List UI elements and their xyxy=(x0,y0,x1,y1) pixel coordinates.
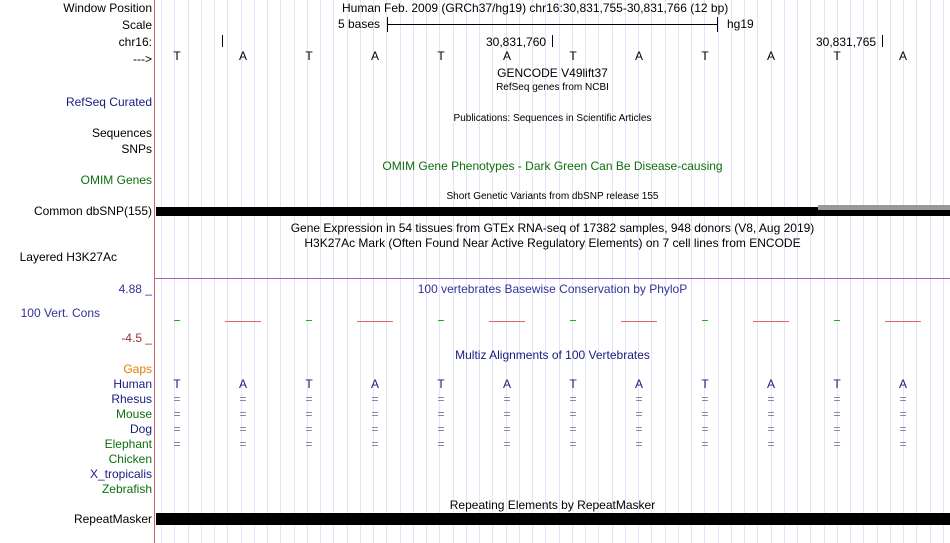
rhesus-match: = xyxy=(173,392,181,406)
reference-base: A xyxy=(370,49,379,63)
dog-match: = xyxy=(437,422,445,436)
rhesus-match: = xyxy=(437,392,445,406)
human-base: T xyxy=(833,377,841,391)
repeatmasker-track-title[interactable]: Repeating Elements by RepeatMasker xyxy=(449,498,656,512)
reference-base: T xyxy=(173,49,181,63)
h3k27ac-signal-line xyxy=(155,278,950,279)
rhesus-match: = xyxy=(239,392,247,406)
rhesus-match: = xyxy=(767,392,775,406)
cons-positive-mark xyxy=(438,320,444,321)
coord-label-1: 30,831,760 xyxy=(486,35,547,49)
coord-tick-start xyxy=(222,35,223,47)
refseq-track-title[interactable]: RefSeq genes from NCBI xyxy=(496,82,609,93)
label-strand[interactable]: ---> xyxy=(133,52,152,66)
dbsnp-track-title[interactable]: Short Genetic Variants from dbSNP release 155 xyxy=(446,191,659,202)
human-base: T xyxy=(701,377,709,391)
gtex-track-title[interactable]: Gene Expression in 54 tissues from GTEx RNA-seq of 17382 samples, 948 donors (V8, Aug 2019) xyxy=(290,221,815,235)
dog-match: = xyxy=(767,422,775,436)
dbsnp-bar[interactable] xyxy=(156,207,820,216)
dog-match: = xyxy=(371,422,379,436)
rhesus-match: = xyxy=(701,392,709,406)
human-base: A xyxy=(766,377,775,391)
elephant-match: = xyxy=(767,437,775,451)
rhesus-match: = xyxy=(899,392,907,406)
scale-bar-left-end xyxy=(387,17,388,32)
assembly-label: hg19 xyxy=(727,17,754,31)
human-base: A xyxy=(634,377,643,391)
elephant-match: = xyxy=(371,437,379,451)
phylop-track-title[interactable]: 100 vertebrates Basewise Conservation by PhyloP xyxy=(417,282,688,296)
cons-positive-mark xyxy=(570,320,576,321)
label-window-position[interactable]: Window Position xyxy=(63,1,152,15)
rhesus-match: = xyxy=(503,392,511,406)
label-mouse[interactable]: Mouse xyxy=(115,407,152,421)
label-vert-cons[interactable]: 100 Vert. Cons xyxy=(20,306,100,320)
reference-base: T xyxy=(437,49,445,63)
rhesus-match: = xyxy=(305,392,313,406)
elephant-match: = xyxy=(239,437,247,451)
label-common-dbsnp[interactable]: Common dbSNP(155) xyxy=(33,204,152,218)
label-x-tropicalis[interactable]: X_tropicalis xyxy=(89,467,152,481)
reference-base: T xyxy=(305,49,313,63)
mouse-match: = xyxy=(173,407,181,421)
track-labels-column xyxy=(0,0,155,543)
elephant-match: = xyxy=(701,437,709,451)
track-display-area[interactable] xyxy=(155,0,950,543)
human-base: T xyxy=(569,377,577,391)
reference-base: A xyxy=(502,49,511,63)
human-base: A xyxy=(238,377,247,391)
coord-tick-2 xyxy=(882,35,883,47)
cons-negative-mark xyxy=(225,321,261,322)
label-layered-h3k27ac[interactable]: Layered H3K27Ac xyxy=(19,250,117,264)
reference-base: T xyxy=(569,49,577,63)
dog-match: = xyxy=(569,422,577,436)
elephant-match: = xyxy=(503,437,511,451)
label-gaps[interactable]: Gaps xyxy=(123,362,152,376)
label-omim-genes[interactable]: OMIM Genes xyxy=(80,173,152,187)
label-dog[interactable]: Dog xyxy=(129,422,152,436)
label-chrom[interactable]: chr16: xyxy=(118,35,152,49)
elephant-match: = xyxy=(173,437,181,451)
mouse-match: = xyxy=(899,407,907,421)
scale-bar-right-end xyxy=(717,17,718,32)
elephant-match: = xyxy=(833,437,841,451)
dog-match: = xyxy=(833,422,841,436)
reference-base: A xyxy=(766,49,775,63)
elephant-match: = xyxy=(305,437,313,451)
label-snps[interactable]: SNPs xyxy=(121,142,152,156)
dog-match: = xyxy=(503,422,511,436)
label-rhesus[interactable]: Rhesus xyxy=(111,392,152,406)
cons-negative-mark xyxy=(489,321,525,322)
reference-base: T xyxy=(833,49,841,63)
position-readout: Human Feb. 2009 (GRCh37/hg19) chr16:30,831,755-30,831,766 (12 bp) xyxy=(342,1,729,15)
cons-positive-mark xyxy=(834,320,840,321)
elephant-match: = xyxy=(899,437,907,451)
reference-base: A xyxy=(238,49,247,63)
elephant-match: = xyxy=(569,437,577,451)
cons-negative-mark xyxy=(753,321,789,322)
dog-match: = xyxy=(635,422,643,436)
dog-match: = xyxy=(899,422,907,436)
label-repeatmasker[interactable]: RepeatMasker xyxy=(73,512,152,526)
human-base: T xyxy=(437,377,445,391)
mouse-match: = xyxy=(437,407,445,421)
dog-match: = xyxy=(173,422,181,436)
mouse-match: = xyxy=(569,407,577,421)
coord-label-2: 30,831,765 xyxy=(816,35,877,49)
cons-positive-mark xyxy=(174,320,180,321)
repeatmasker-bar[interactable] xyxy=(156,513,950,525)
mouse-match: = xyxy=(239,407,247,421)
publications-track-title[interactable]: Publications: Sequences in Scientific Articles xyxy=(453,113,652,124)
label-elephant[interactable]: Elephant xyxy=(104,437,152,451)
label-chicken[interactable]: Chicken xyxy=(108,452,152,466)
elephant-match: = xyxy=(437,437,445,451)
coord-tick-1 xyxy=(552,35,553,47)
human-base: A xyxy=(370,377,379,391)
mouse-match: = xyxy=(767,407,775,421)
label-scale[interactable]: Scale xyxy=(121,18,152,32)
reference-base: A xyxy=(634,49,643,63)
mouse-match: = xyxy=(305,407,313,421)
label-sequences[interactable]: Sequences xyxy=(91,126,152,140)
elephant-match: = xyxy=(635,437,643,451)
label-cons-min: -4.5 _ xyxy=(121,331,152,345)
label-cons-max: 4.88 _ xyxy=(118,282,152,296)
rhesus-match: = xyxy=(569,392,577,406)
cons-positive-mark xyxy=(306,320,312,321)
omim-track-title[interactable]: OMIM Gene Phenotypes - Dark Green Can Be Disease-causing xyxy=(382,159,723,173)
rhesus-match: = xyxy=(833,392,841,406)
rhesus-match: = xyxy=(371,392,379,406)
mouse-match: = xyxy=(701,407,709,421)
h3k27ac-track-title[interactable]: H3K27Ac Mark (Often Found Near Active Regulatory Elements) on 7 cell lines from ENCODE xyxy=(304,236,801,250)
mouse-match: = xyxy=(503,407,511,421)
cons-negative-mark xyxy=(357,321,393,322)
label-zebrafish[interactable]: Zebrafish xyxy=(101,482,152,496)
dog-match: = xyxy=(305,422,313,436)
cons-positive-mark xyxy=(702,320,708,321)
label-human[interactable]: Human xyxy=(113,377,152,391)
multiz-track-title[interactable]: Multiz Alignments of 100 Vertebrates xyxy=(455,348,650,362)
mouse-match: = xyxy=(371,407,379,421)
human-base: A xyxy=(898,377,907,391)
gencode-track-title[interactable]: GENCODE V49lift37 xyxy=(497,66,608,80)
dbsnp-bar-gray-bottom[interactable] xyxy=(818,210,950,216)
reference-base: T xyxy=(701,49,709,63)
human-base: T xyxy=(173,377,181,391)
mouse-match: = xyxy=(833,407,841,421)
rhesus-match: = xyxy=(635,392,643,406)
cons-negative-mark xyxy=(885,321,921,322)
label-refseq-curated[interactable]: RefSeq Curated xyxy=(65,95,152,109)
human-base: T xyxy=(305,377,313,391)
cons-negative-mark xyxy=(621,321,657,322)
scale-bar xyxy=(387,24,718,25)
scale-label: 5 bases xyxy=(338,17,381,31)
human-base: A xyxy=(502,377,511,391)
dog-match: = xyxy=(701,422,709,436)
reference-base: A xyxy=(898,49,907,63)
mouse-match: = xyxy=(635,407,643,421)
dog-match: = xyxy=(239,422,247,436)
